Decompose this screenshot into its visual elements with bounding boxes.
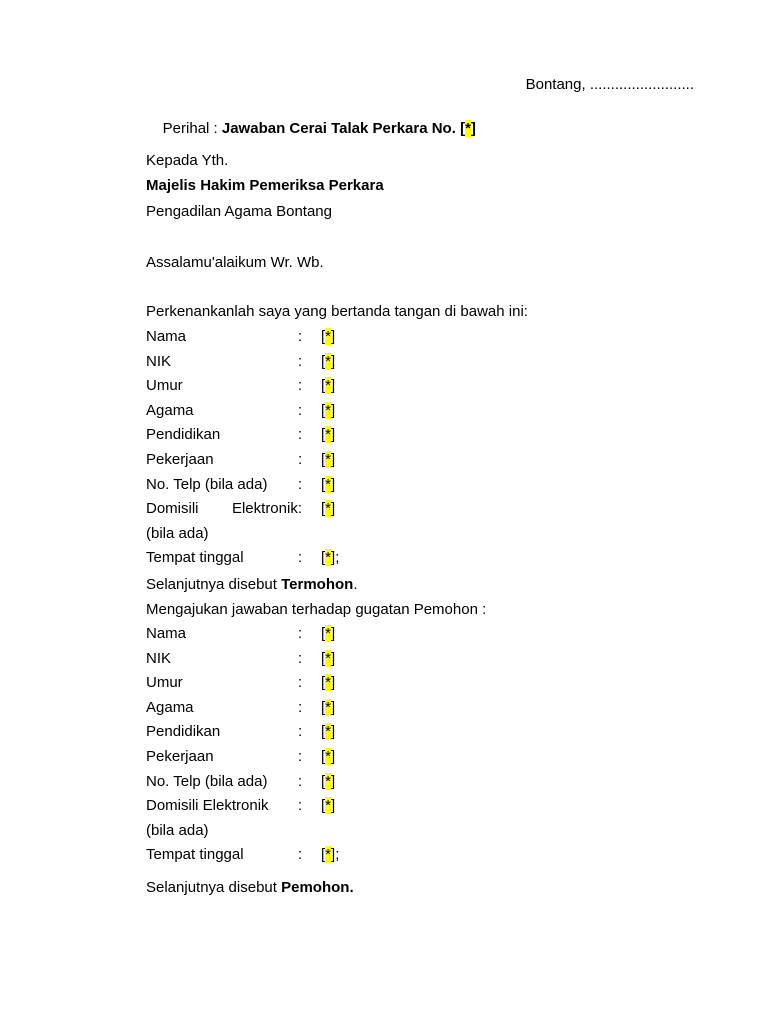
intro-paragraph: Perkenankanlah saya yang bertanda tangan di bawah ini: [146,303,528,320]
field-label: Tempat tinggal [146,846,244,863]
pemohon-field-row [146,748,546,766]
field-colon: : [298,797,303,815]
field-label: NIK [146,649,172,667]
field-value: [*] [321,649,336,667]
field-colon: : [298,649,303,667]
field-label: Tempat tinggal [146,549,244,566]
subject-label: Perihal : [162,120,222,137]
placeholder-mark: * [325,401,332,419]
field-label: Domisili Elektronik: [146,500,302,517]
field-value: [*] [321,797,336,815]
field-value: [*] [321,328,336,345]
field-value: [*]; [321,846,340,863]
placeholder-mark: * [325,772,332,790]
field-label: Nama [146,328,187,345]
field-colon: : [298,426,303,444]
termohon-domisili-note: (bila ada) [146,525,209,542]
field-label: Agama [146,698,194,716]
field-label: Pendidikan [146,723,221,741]
field-colon: : [298,377,303,395]
termohon-field-row [146,328,546,346]
placeholder-mark: * [325,698,332,716]
field-value: [*] [321,625,336,642]
termohon-closing: Selanjutnya disebut Termohon. [146,576,358,593]
field-label: NIK [146,352,172,370]
field-value: [*] [321,772,336,790]
placeholder-mark: * [325,674,332,692]
termohon-field-row [146,451,546,469]
field-label: No. Telp (bila ada) [146,475,268,493]
field-colon: : [298,451,303,468]
termohon-field-row [146,402,546,420]
placeholder-mark: * [325,797,332,815]
pemohon-field-row [146,650,546,668]
pemohon-field-row [146,699,546,717]
field-label: Nama [146,625,187,642]
field-value: [*] [321,500,336,517]
pemohon-field-row [146,723,546,741]
field-value: [*]; [321,549,340,566]
addressee-greeting: Kepada Yth. [146,152,229,169]
pemohon-field-row [146,674,546,692]
placeholder-mark: * [325,625,332,642]
placeholder-mark: * [325,426,332,444]
field-label: Pendidikan [146,426,221,444]
placeholder-mark: * [325,748,332,765]
field-colon: : [298,328,303,345]
termohon-field-row [146,476,546,494]
field-label: Pekerjaan [146,748,214,765]
field-value: [*] [321,723,336,741]
placeholder-mark: * [325,328,332,345]
case-number-placeholder: * [465,120,471,137]
field-value: [*] [321,451,336,468]
subject-title: Jawaban Cerai Talak Perkara No. [*] [221,120,476,137]
field-colon: : [298,723,303,741]
field-label: Domisili Elektronik [146,797,269,815]
field-label: Umur [146,674,183,692]
field-value: [*] [321,748,336,765]
field-colon: : [298,475,303,493]
date-line: Bontang, ......................... [525,76,694,93]
field-label: No. Telp (bila ada) [146,772,268,790]
termohon-tempat-row [146,549,546,567]
field-value: [*] [321,674,336,692]
pemohon-closing: Selanjutnya disebut Pemohon. [146,879,354,896]
field-value: [*] [321,352,336,370]
placeholder-mark: * [325,649,332,667]
field-value: [*] [321,698,336,716]
pemohon-tempat-row [146,846,546,864]
termohon-field-row [146,426,546,444]
pemohon-field-row [146,773,546,791]
field-value: [*] [321,401,336,419]
transition-line: Mengajukan jawaban terhadap gugatan Pemohon : [146,601,487,618]
field-value: [*] [321,475,336,493]
termohon-domisili-row [146,500,546,518]
field-label: Umur [146,377,183,395]
field-colon: : [298,549,303,566]
termohon-field-row [146,377,546,395]
pemohon-domisili-note: (bila ada) [146,822,209,839]
placeholder-mark: * [325,475,332,493]
field-label: Agama [146,401,194,419]
field-colon: : [298,772,303,790]
placeholder-mark: * [325,377,332,395]
placeholder-mark: * [325,723,332,741]
termohon-field-row [146,353,546,371]
field-value: [*] [321,377,336,395]
salutation: Assalamu'alaikum Wr. Wb. [146,254,324,271]
addressee-court: Pengadilan Agama Bontang [146,203,332,220]
field-colon: : [298,698,303,716]
field-colon: : [298,846,303,863]
addressee-majelis: Majelis Hakim Pemeriksa Perkara [146,177,384,194]
field-colon: : [298,401,303,419]
placeholder-mark: * [325,352,332,370]
field-colon: : [298,748,303,765]
field-colon: : [298,674,303,692]
field-label: Pekerjaan [146,451,214,468]
field-value: [*] [321,426,336,444]
pemohon-field-row [146,625,546,643]
subject-line [146,102,476,156]
field-colon: : [298,352,303,370]
placeholder-mark: * [325,451,332,468]
field-colon: : [298,625,303,642]
pemohon-field-row [146,797,546,815]
